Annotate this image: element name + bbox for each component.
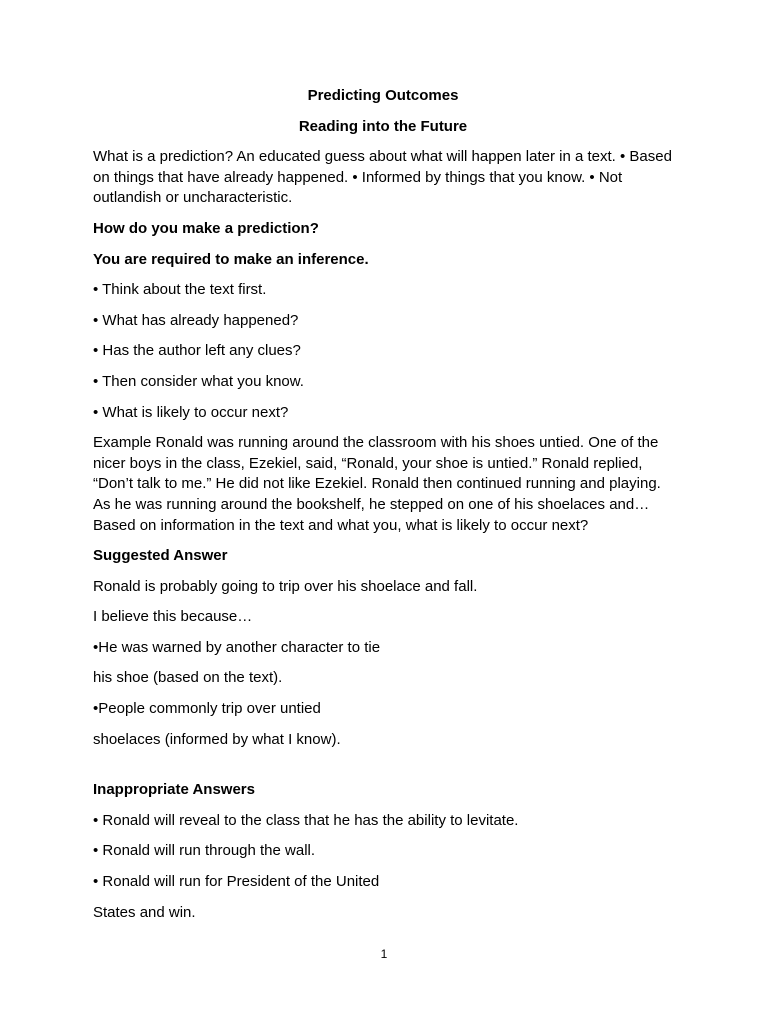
step-item: • Has the author left any clues?: [93, 342, 301, 360]
step-item: • Then consider what you know.: [93, 372, 304, 390]
document-title: Predicting Outcomes: [307, 87, 459, 104]
inappropriate-line: States and win.: [93, 903, 196, 921]
inappropriate-line: • Ronald will reveal to the class that he has the ability to levitate.: [93, 811, 519, 829]
suggested-line: •People commonly trip over untied: [93, 700, 321, 718]
suggested-line: shoelaces (informed by what I know).: [93, 730, 341, 748]
blank-line: [93, 760, 673, 780]
inappropriate-line: • Ronald will run through the wall.: [93, 842, 316, 860]
heading-suggested-answer: Suggested Answer: [93, 547, 228, 565]
step-item: • Think about the text first.: [93, 281, 267, 299]
intro-paragraph: What is a prediction? An educated guess about what will happen later in a text. • Based on things that have already happened. • Informed by things that you know. • Not outlandish or uncharacteristic.: [93, 148, 672, 207]
suggested-line: his shoe (based on the text).: [93, 669, 283, 687]
suggested-line: Ronald is probably going to trip over his shoelace and fall.: [93, 577, 478, 595]
heading-inappropriate-answers: Inappropriate Answers: [93, 781, 255, 799]
example-paragraph: Example Ronald was running around the classroom with his shoes untied. One of the nicer boys in the class, Ezekiel, said, “Ronald, your shoe is untied.” Ronald replied, “Don’t talk to me.” He did not like Ezekiel. Ronald then continued running and playing. As he was running around the bookshelf, he stepped on one of his shoelaces and… Based on information in the text and what you, what is likely to occur next?: [93, 434, 661, 534]
step-item: • What is likely to occur next?: [93, 403, 289, 421]
page-number: 1: [380, 947, 388, 961]
heading-inference: You are required to make an inference.: [93, 250, 369, 268]
suggested-line: I believe this because…: [93, 608, 253, 626]
step-item: • What has already happened?: [93, 311, 299, 329]
heading-how-to-predict: How do you make a prediction?: [93, 219, 319, 237]
document-subtitle: Reading into the Future: [298, 117, 468, 135]
document-page: [93, 86, 673, 933]
inappropriate-line: • Ronald will run for President of the United: [93, 873, 380, 891]
suggested-line: •He was warned by another character to tie: [93, 638, 381, 656]
